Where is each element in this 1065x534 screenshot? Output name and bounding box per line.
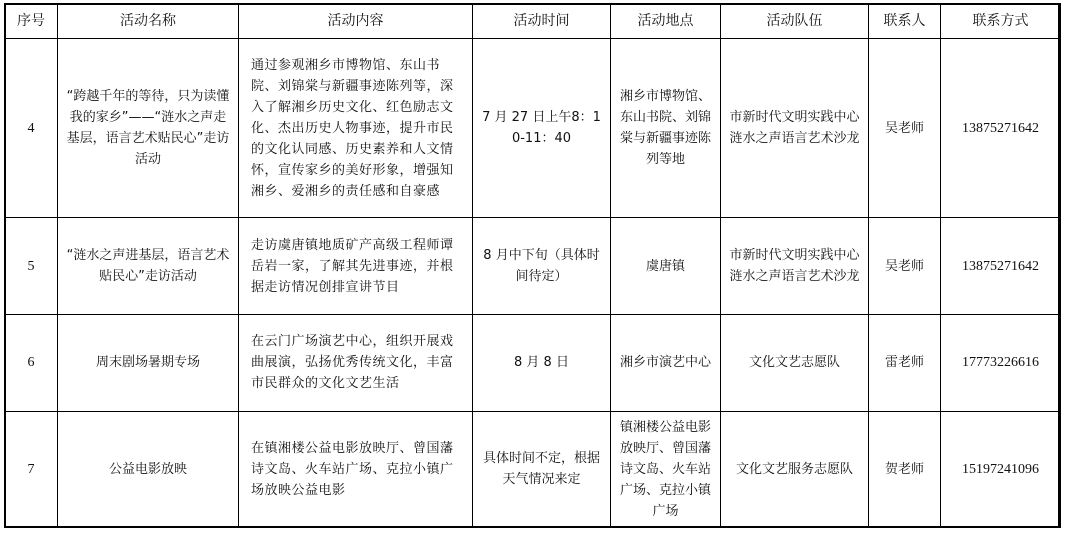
cell-team: 文化文艺志愿队 — [721, 315, 869, 412]
cell-time: 8 月中下旬（具体时间待定） — [473, 218, 611, 315]
header-time: 活动时间 — [473, 4, 611, 39]
cell-phone: 15197241096 — [941, 411, 1061, 527]
header-name: 活动名称 — [58, 4, 239, 39]
cell-time: 具体时间不定，根据天气情况来定 — [473, 411, 611, 527]
cell-place: 湘乡市博物馆、东山书院、刘锦棠与新疆事迹陈列等地 — [611, 39, 721, 218]
header-row — [5, 4, 1061, 39]
cell-name: 公益电影放映 — [58, 411, 239, 527]
cell-place: 湘乡市演艺中心 — [611, 315, 721, 412]
cell-phone: 13875271642 — [941, 218, 1061, 315]
table-row — [5, 315, 1061, 412]
cell-contact: 贺老师 — [869, 411, 941, 527]
cell-time: 7 月 27 日上午8：10-11：40 — [473, 39, 611, 218]
cell-content: 通过参观湘乡市博物馆、东山书院、刘锦棠与新疆事迹陈列等，深入了解湘乡历史文化、红色励志文化、杰出历史人物事迹，提升市民的文化认同感、历史素养和人文情怀，宣传家乡的美好形象，增强知湘乡、爱湘乡的责任感和自豪感 — [239, 39, 473, 218]
cell-seq: 4 — [5, 39, 58, 218]
header-place: 活动地点 — [611, 4, 721, 39]
cell-seq: 6 — [5, 315, 58, 412]
cell-name: “跨越千年的等待，只为读懂我的家乡”——“涟水之声走基层，语言艺术贴民心”走访活动 — [58, 39, 239, 218]
activity-table — [4, 3, 1061, 528]
cell-name: “涟水之声进基层，语言艺术贴民心”走访活动 — [58, 218, 239, 315]
header-team: 活动队伍 — [721, 4, 869, 39]
cell-team: 市新时代文明实践中心涟水之声语言艺术沙龙 — [721, 218, 869, 315]
cell-contact: 吴老师 — [869, 218, 941, 315]
cell-contact: 吴老师 — [869, 39, 941, 218]
cell-phone: 17773226616 — [941, 315, 1061, 412]
cell-content: 走访虞唐镇地质矿产高级工程师谭岳岩一家，了解其先进事迹，并根据走访情况创排宣讲节目 — [239, 218, 473, 315]
cell-team: 市新时代文明实践中心涟水之声语言艺术沙龙 — [721, 39, 869, 218]
header-seq: 序号 — [5, 4, 58, 39]
cell-contact: 雷老师 — [869, 315, 941, 412]
cell-team: 文化文艺服务志愿队 — [721, 411, 869, 527]
header-phone: 联系方式 — [941, 4, 1061, 39]
table-row — [5, 411, 1061, 527]
cell-content: 在云门广场演艺中心，组织开展戏曲展演，弘扬优秀传统文化，丰富市民群众的文化文艺生活 — [239, 315, 473, 412]
activity-table-container — [4, 3, 1060, 528]
cell-seq: 5 — [5, 218, 58, 315]
cell-content: 在镇湘楼公益电影放映厅、曾国藩诗文岛、火车站广场、克拉小镇广场放映公益电影 — [239, 411, 473, 527]
cell-place: 虞唐镇 — [611, 218, 721, 315]
header-contact: 联系人 — [869, 4, 941, 39]
header-content: 活动内容 — [239, 4, 473, 39]
cell-name: 周末剧场暑期专场 — [58, 315, 239, 412]
cell-place: 镇湘楼公益电影放映厅、曾国藩诗文岛、火车站广场、克拉小镇广场 — [611, 411, 721, 527]
table-row — [5, 218, 1061, 315]
cell-time: 8 月 8 日 — [473, 315, 611, 412]
table-row — [5, 39, 1061, 218]
cell-phone: 13875271642 — [941, 39, 1061, 218]
cell-seq: 7 — [5, 411, 58, 527]
